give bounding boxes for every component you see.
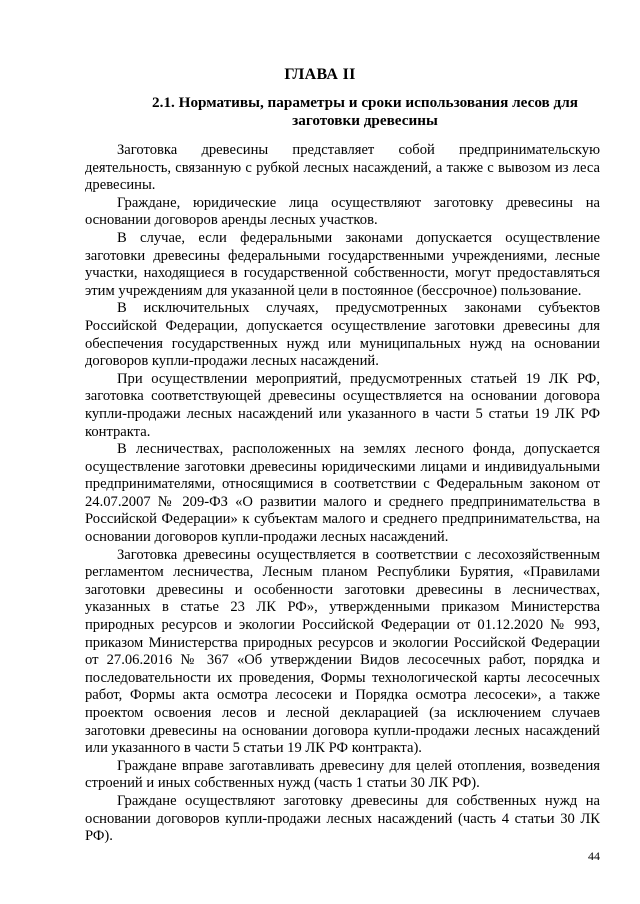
page-number: 44 <box>588 849 600 863</box>
section-title: 2.1. Нормативы, параметры и сроки использования лесов для заготовки древесины <box>152 94 578 129</box>
paragraph: Граждане, юридические лица осуществляют заготовку древесины на основании договоров аренды лесных участков. <box>85 194 600 229</box>
chapter-title: ГЛАВА II <box>284 66 356 83</box>
body-text <box>85 142 600 846</box>
paragraph: В случае, если федеральными законами допускается осуществление заготовки древесины федеральными государственными учреждениями, лесные участки, находящиеся в государственной собственности, могут предоставляться этим учреждениям для указанной цели в постоянное (бессрочное) пользование. <box>85 229 600 299</box>
paragraph: Граждане вправе заготавливать древесину для целей отопления, возведения строений и иных собственных нужд (часть 1 статьи 30 ЛК РФ). <box>85 757 600 792</box>
paragraph: Граждане осуществляют заготовку древесины для собственных нужд на основании договоров купли-продажи лесных насаждений (часть 4 статьи 30 ЛК РФ). <box>85 792 600 845</box>
paragraph: В лесничествах, расположенных на землях лесного фонда, допускается осуществление заготовки древесины юридическими лицами и индивидуальными предпринимателями, относящимися в соответствии с Федеральным законом от 24.07.2007 № 209-ФЗ «О развитии малого и среднего предпринимательства в Российской Федерации» к субъектам малого и среднего предпринимательства, на основании договоров купли-продажи лесных насаждений. <box>85 441 600 546</box>
paragraph: Заготовка древесины представляет собой предпринимательскую деятельность, связанную с рубкой лесных насаждений, а также с вывозом из леса древесины. <box>85 142 600 194</box>
paragraph: Заготовка древесины осуществляется в соответствии с лесохозяйственным регламентом лесничества, Лесным планом Республики Бурятия, «Правилами заготовки древесины и особенности заготовки древесины в лесничествах, указанных в статье 23 ЛК РФ», утвержденными приказом Министерства природных ресурсов и экологии Российской Федерации от 01.12.2020 № 993, приказом Министерства природных ресурсов и экологии Российской Федерации от 27.06.2016 № 367 «Об утверждении Видов лесосечных работ, порядка и последовательности их проведения, Формы технологической карты лесосечных работ, Формы акта осмотра лесосеки и Порядка осмотра лесосеки», а также проектом освоения лесов и лесной декларацией (за исключением случаев заготовки древесины на основании договора купли-продажи лесных насаждений или указанного в части 5 статьи 19 ЛК РФ контракта). <box>85 546 600 757</box>
paragraph: В исключительных случаях, предусмотренных законами субъектов Российской Федерации, допускается осуществление заготовки древесины для обеспечения государственных нужд или муниципальных нужд на основании договоров купли-продажи лесных насаждений. <box>85 300 600 370</box>
paragraph: При осуществлении мероприятий, предусмотренных статьей 19 ЛК РФ, заготовка соответствующей древесины осуществляется на основании договора купли-продажи лесных насаждений или указанного в части 5 статьи 19 ЛК РФ контракта. <box>85 370 600 440</box>
